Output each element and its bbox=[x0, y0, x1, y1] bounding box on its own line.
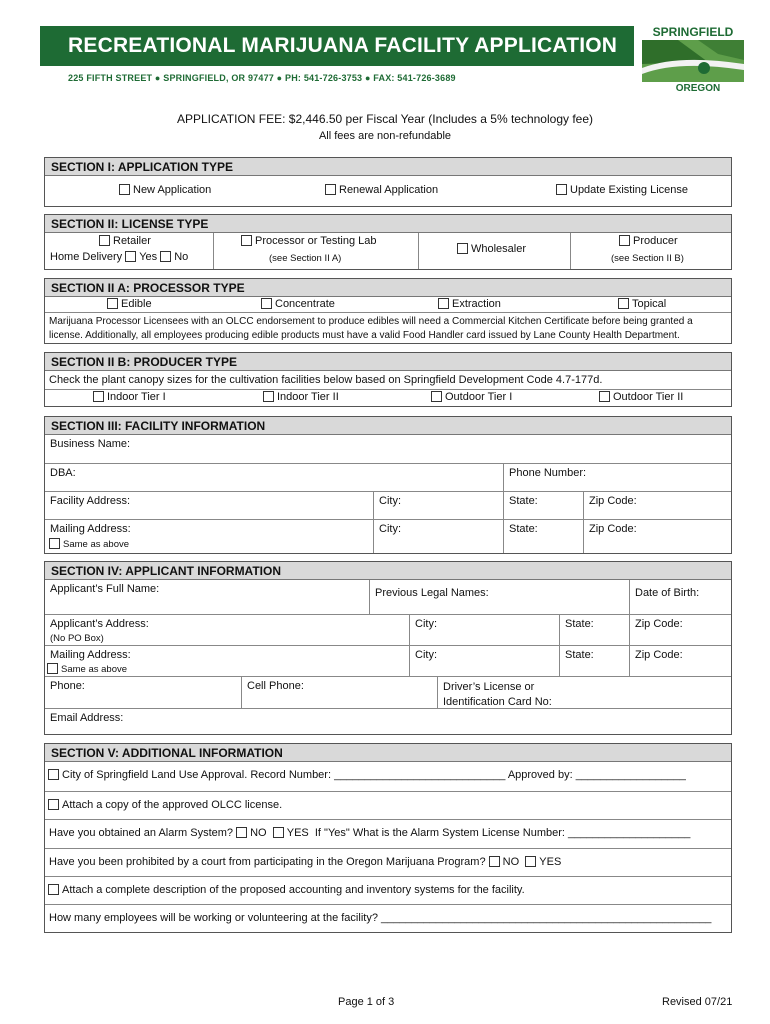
court-prohibition-question bbox=[49, 856, 561, 868]
phone-row bbox=[45, 676, 731, 708]
facility-mailing-row bbox=[45, 519, 731, 553]
canopy-instructions: Check the plant canopy sizes for the cultivation facilities below based on Springfield Development Code 4.7-177d. bbox=[49, 374, 603, 386]
field-label: City: bbox=[415, 618, 437, 630]
checkbox[interactable] bbox=[241, 235, 252, 246]
checkbox[interactable] bbox=[325, 184, 336, 195]
checkbox[interactable] bbox=[48, 769, 59, 780]
extraction-option[interactable] bbox=[438, 298, 501, 310]
field-label: Phone: bbox=[50, 680, 85, 692]
applicant-state-field[interactable] bbox=[559, 615, 629, 645]
checkbox-no[interactable] bbox=[489, 856, 500, 867]
field-label: Driver’s License or bbox=[443, 681, 535, 693]
option-label: Attach a complete description of the proposed accounting and inventory systems for the facility. bbox=[62, 884, 525, 896]
option-label: YES bbox=[286, 827, 309, 839]
field-label: City: bbox=[379, 495, 401, 507]
email-address-field[interactable] bbox=[45, 709, 731, 736]
previous-legal-names-field[interactable] bbox=[369, 580, 629, 614]
city-address-line: 225 FIFTH STREET ● SPRINGFIELD, OR 97477 ● PH: 541-726-3753 ● FAX: 541-726-3689 bbox=[68, 73, 456, 83]
option-label: Indoor Tier I bbox=[107, 391, 166, 403]
indoor-tier-2-option[interactable] bbox=[263, 391, 339, 403]
phone-field[interactable] bbox=[45, 677, 241, 708]
applicant-address-row bbox=[45, 614, 731, 645]
edible-option[interactable] bbox=[107, 298, 152, 310]
option-label: NO bbox=[502, 856, 520, 868]
field-label: Business Name: bbox=[50, 438, 131, 450]
field-label: Applicant’s Address: bbox=[50, 618, 149, 630]
field-label: State: bbox=[509, 495, 538, 507]
mailing-city-field[interactable] bbox=[373, 520, 503, 553]
checkbox[interactable] bbox=[99, 235, 110, 246]
topical-option[interactable] bbox=[618, 298, 666, 310]
springfield-oregon-logo bbox=[638, 24, 748, 94]
field-label: Zip Code: bbox=[635, 649, 683, 661]
section-title: SECTION II: LICENSE TYPE bbox=[45, 215, 731, 233]
applicant-full-name-field[interactable] bbox=[45, 580, 369, 614]
checkbox-yes[interactable] bbox=[125, 251, 136, 262]
field-label: Home Delivery bbox=[50, 251, 123, 263]
checkbox[interactable] bbox=[457, 243, 468, 254]
mailing-state-field[interactable] bbox=[503, 520, 583, 553]
field-label: Email Address: bbox=[50, 712, 124, 724]
field-label: Identification Card No: bbox=[443, 696, 552, 708]
section-title: SECTION II A: PROCESSOR TYPE bbox=[45, 279, 731, 297]
section-title: SECTION V: ADDITIONAL INFORMATION bbox=[45, 744, 731, 762]
no-po-box-note: (No PO Box) bbox=[50, 633, 104, 644]
home-delivery-field bbox=[50, 251, 188, 263]
phone-number-field[interactable] bbox=[503, 464, 731, 491]
checkbox[interactable] bbox=[438, 298, 449, 309]
checkbox-no[interactable] bbox=[160, 251, 171, 262]
checkbox[interactable] bbox=[93, 391, 104, 402]
page-number: Page 1 of 3 bbox=[338, 996, 395, 1008]
option-label: City of Springfield Land Use Approval. Record Number: ____________________________ Approved by: __________________ bbox=[62, 769, 686, 781]
checkbox[interactable] bbox=[48, 884, 59, 895]
question-label: Have you obtained an Alarm System? bbox=[49, 827, 234, 839]
option-label: Indoor Tier II bbox=[277, 391, 339, 403]
checkbox[interactable] bbox=[107, 298, 118, 309]
land-use-approval-option[interactable] bbox=[48, 769, 686, 781]
option-label: Outdoor Tier II bbox=[613, 391, 684, 403]
field-label: Phone Number: bbox=[509, 467, 587, 479]
svg-text:SPRINGFIELD: SPRINGFIELD bbox=[652, 25, 734, 39]
business-name-field[interactable] bbox=[45, 435, 731, 463]
same-as-above-option[interactable] bbox=[49, 538, 129, 550]
field-label: Zip Code: bbox=[589, 523, 637, 535]
processor-option[interactable] bbox=[241, 235, 376, 247]
option-label: Same as above bbox=[61, 664, 128, 675]
field-label: DBA: bbox=[50, 467, 76, 479]
option-label: Processor or Testing Lab bbox=[255, 235, 377, 247]
facility-city-field[interactable] bbox=[373, 492, 503, 519]
field-label: Previous Legal Names: bbox=[375, 587, 489, 599]
checkbox-yes[interactable] bbox=[273, 827, 284, 838]
section-title: SECTION III: FACILITY INFORMATION bbox=[45, 417, 731, 435]
field-label: Facility Address: bbox=[50, 495, 131, 507]
cell-phone-field[interactable] bbox=[241, 677, 437, 708]
application-fee-text: APPLICATION FEE: $2,446.50 per Fiscal Year (Includes a 5% technology fee) bbox=[177, 112, 593, 126]
section-application-type bbox=[44, 157, 732, 207]
checkbox[interactable] bbox=[431, 391, 442, 402]
mailing-zip-field[interactable] bbox=[583, 520, 731, 553]
applicant-city-field[interactable] bbox=[409, 615, 559, 645]
option-label: Outdoor Tier I bbox=[445, 391, 513, 403]
option-label: Renewal Application bbox=[339, 184, 439, 196]
drivers-license-field[interactable] bbox=[437, 677, 731, 708]
field-label: Applicant’s Full Name: bbox=[50, 583, 160, 595]
section-processor-type bbox=[44, 278, 732, 344]
concentrate-option[interactable] bbox=[261, 298, 335, 310]
section-applicant-information bbox=[44, 561, 732, 735]
producer-option[interactable] bbox=[619, 235, 678, 247]
employee-count-field[interactable]: How many employees will be working or volunteering at the facility? ______________________________________________________ bbox=[49, 912, 712, 924]
field-label: City: bbox=[379, 523, 401, 535]
section-title: SECTION IV: APPLICANT INFORMATION bbox=[45, 562, 731, 580]
alarm-system-question bbox=[49, 827, 690, 839]
olcc-license-option[interactable] bbox=[48, 799, 282, 811]
checkbox-no[interactable] bbox=[236, 827, 247, 838]
option-label: Producer bbox=[633, 235, 678, 247]
field-label: State: bbox=[565, 649, 594, 661]
option-label: Retailer bbox=[113, 235, 151, 247]
email-row bbox=[45, 708, 731, 736]
checkbox[interactable] bbox=[261, 298, 272, 309]
same-as-above-option[interactable] bbox=[47, 663, 127, 675]
applicant-name-row bbox=[45, 580, 731, 614]
option-label: YES bbox=[539, 856, 562, 868]
processor-note: (see Section II A) bbox=[269, 253, 342, 264]
renewal-application-option[interactable] bbox=[325, 184, 438, 196]
outdoor-tier-1-option[interactable] bbox=[431, 391, 512, 403]
field-label: Zip Code: bbox=[589, 495, 637, 507]
applicant-mailing-state-field[interactable] bbox=[559, 646, 629, 676]
option-label: NO bbox=[250, 827, 267, 839]
facility-zip-field[interactable] bbox=[583, 492, 731, 519]
facility-state-field[interactable] bbox=[503, 492, 583, 519]
checkbox[interactable] bbox=[47, 663, 58, 674]
checkbox[interactable] bbox=[49, 538, 60, 549]
section-additional-information bbox=[44, 743, 732, 933]
option-label: Extraction bbox=[452, 298, 501, 310]
field-label: Date of Birth: bbox=[635, 587, 700, 599]
applicant-mailing-zip-field[interactable] bbox=[629, 646, 731, 676]
alarm-license-field[interactable]: If "Yes" What is the Alarm System License Number: ____________________ bbox=[314, 827, 691, 839]
option-label: Yes bbox=[139, 251, 158, 263]
option-label: Same as above bbox=[63, 539, 130, 550]
applicant-zip-field[interactable] bbox=[629, 615, 731, 645]
business-name-row bbox=[45, 435, 731, 463]
section-facility-information bbox=[44, 416, 732, 554]
facility-address-row bbox=[45, 491, 731, 519]
producer-note: (see Section II B) bbox=[611, 253, 684, 264]
non-refundable-text: All fees are non-refundable bbox=[318, 130, 452, 142]
option-label: Attach a copy of the approved OLCC license. bbox=[62, 799, 283, 811]
section-title: SECTION II B: PRODUCER TYPE bbox=[45, 353, 731, 371]
edibles-notice: Marijuana Processor Licensees with an OLCC endorsement to produce edibles will need a Commercial Kitchen Certificate before being granted a license. Additionally, all employees producing edible products must have a valid Food Handler card issued by Lane County Health Department. bbox=[49, 316, 693, 341]
field-label: City: bbox=[415, 649, 437, 661]
field-label: State: bbox=[565, 618, 594, 630]
checkbox[interactable] bbox=[119, 184, 130, 195]
dba-field[interactable] bbox=[45, 464, 503, 491]
option-label: Wholesaler bbox=[471, 243, 527, 255]
new-application-option[interactable] bbox=[119, 184, 211, 196]
checkbox[interactable] bbox=[599, 391, 610, 402]
accounting-description-option[interactable] bbox=[48, 884, 525, 896]
applicant-mailing-city-field[interactable] bbox=[409, 646, 559, 676]
field-label: Mailing Address: bbox=[50, 649, 131, 661]
option-label: Edible bbox=[121, 298, 152, 310]
dba-row bbox=[45, 463, 731, 491]
svg-text:OREGON: OREGON bbox=[675, 83, 721, 94]
form-title: RECREATIONAL MARIJUANA FACILITY APPLICATION bbox=[68, 34, 618, 57]
question-label: Have you been prohibited by a court from participating in the Oregon Marijuana Program? bbox=[49, 856, 486, 868]
field-label: Cell Phone: bbox=[247, 680, 304, 692]
option-label: Topical bbox=[632, 298, 667, 310]
retailer-option[interactable] bbox=[99, 235, 151, 247]
outdoor-tier-2-option[interactable] bbox=[599, 391, 683, 403]
revision-date: Revised 07/21 bbox=[662, 996, 733, 1008]
field-label: Zip Code: bbox=[635, 618, 683, 630]
applicant-mailing-row bbox=[45, 645, 731, 676]
facility-address-field[interactable] bbox=[45, 492, 373, 519]
option-label: Update Existing License bbox=[570, 184, 689, 196]
section-producer-type bbox=[44, 352, 732, 407]
checkbox[interactable] bbox=[619, 235, 630, 246]
checkbox[interactable] bbox=[263, 391, 274, 402]
section-title: SECTION I: APPLICATION TYPE bbox=[45, 158, 731, 176]
checkbox[interactable] bbox=[618, 298, 629, 309]
indoor-tier-1-option[interactable] bbox=[93, 391, 166, 403]
field-label: State: bbox=[509, 523, 538, 535]
date-of-birth-field[interactable] bbox=[629, 580, 731, 614]
update-license-option[interactable] bbox=[556, 184, 688, 196]
checkbox[interactable] bbox=[48, 799, 59, 810]
option-label: No bbox=[174, 251, 189, 263]
checkbox[interactable] bbox=[556, 184, 567, 195]
wholesaler-option[interactable] bbox=[457, 243, 526, 255]
form-title-banner bbox=[40, 26, 634, 66]
option-label: New Application bbox=[133, 184, 212, 196]
option-label: Concentrate bbox=[275, 298, 335, 310]
field-label: Mailing Address: bbox=[50, 523, 131, 535]
checkbox-yes[interactable] bbox=[525, 856, 536, 867]
section-license-type bbox=[44, 214, 732, 270]
